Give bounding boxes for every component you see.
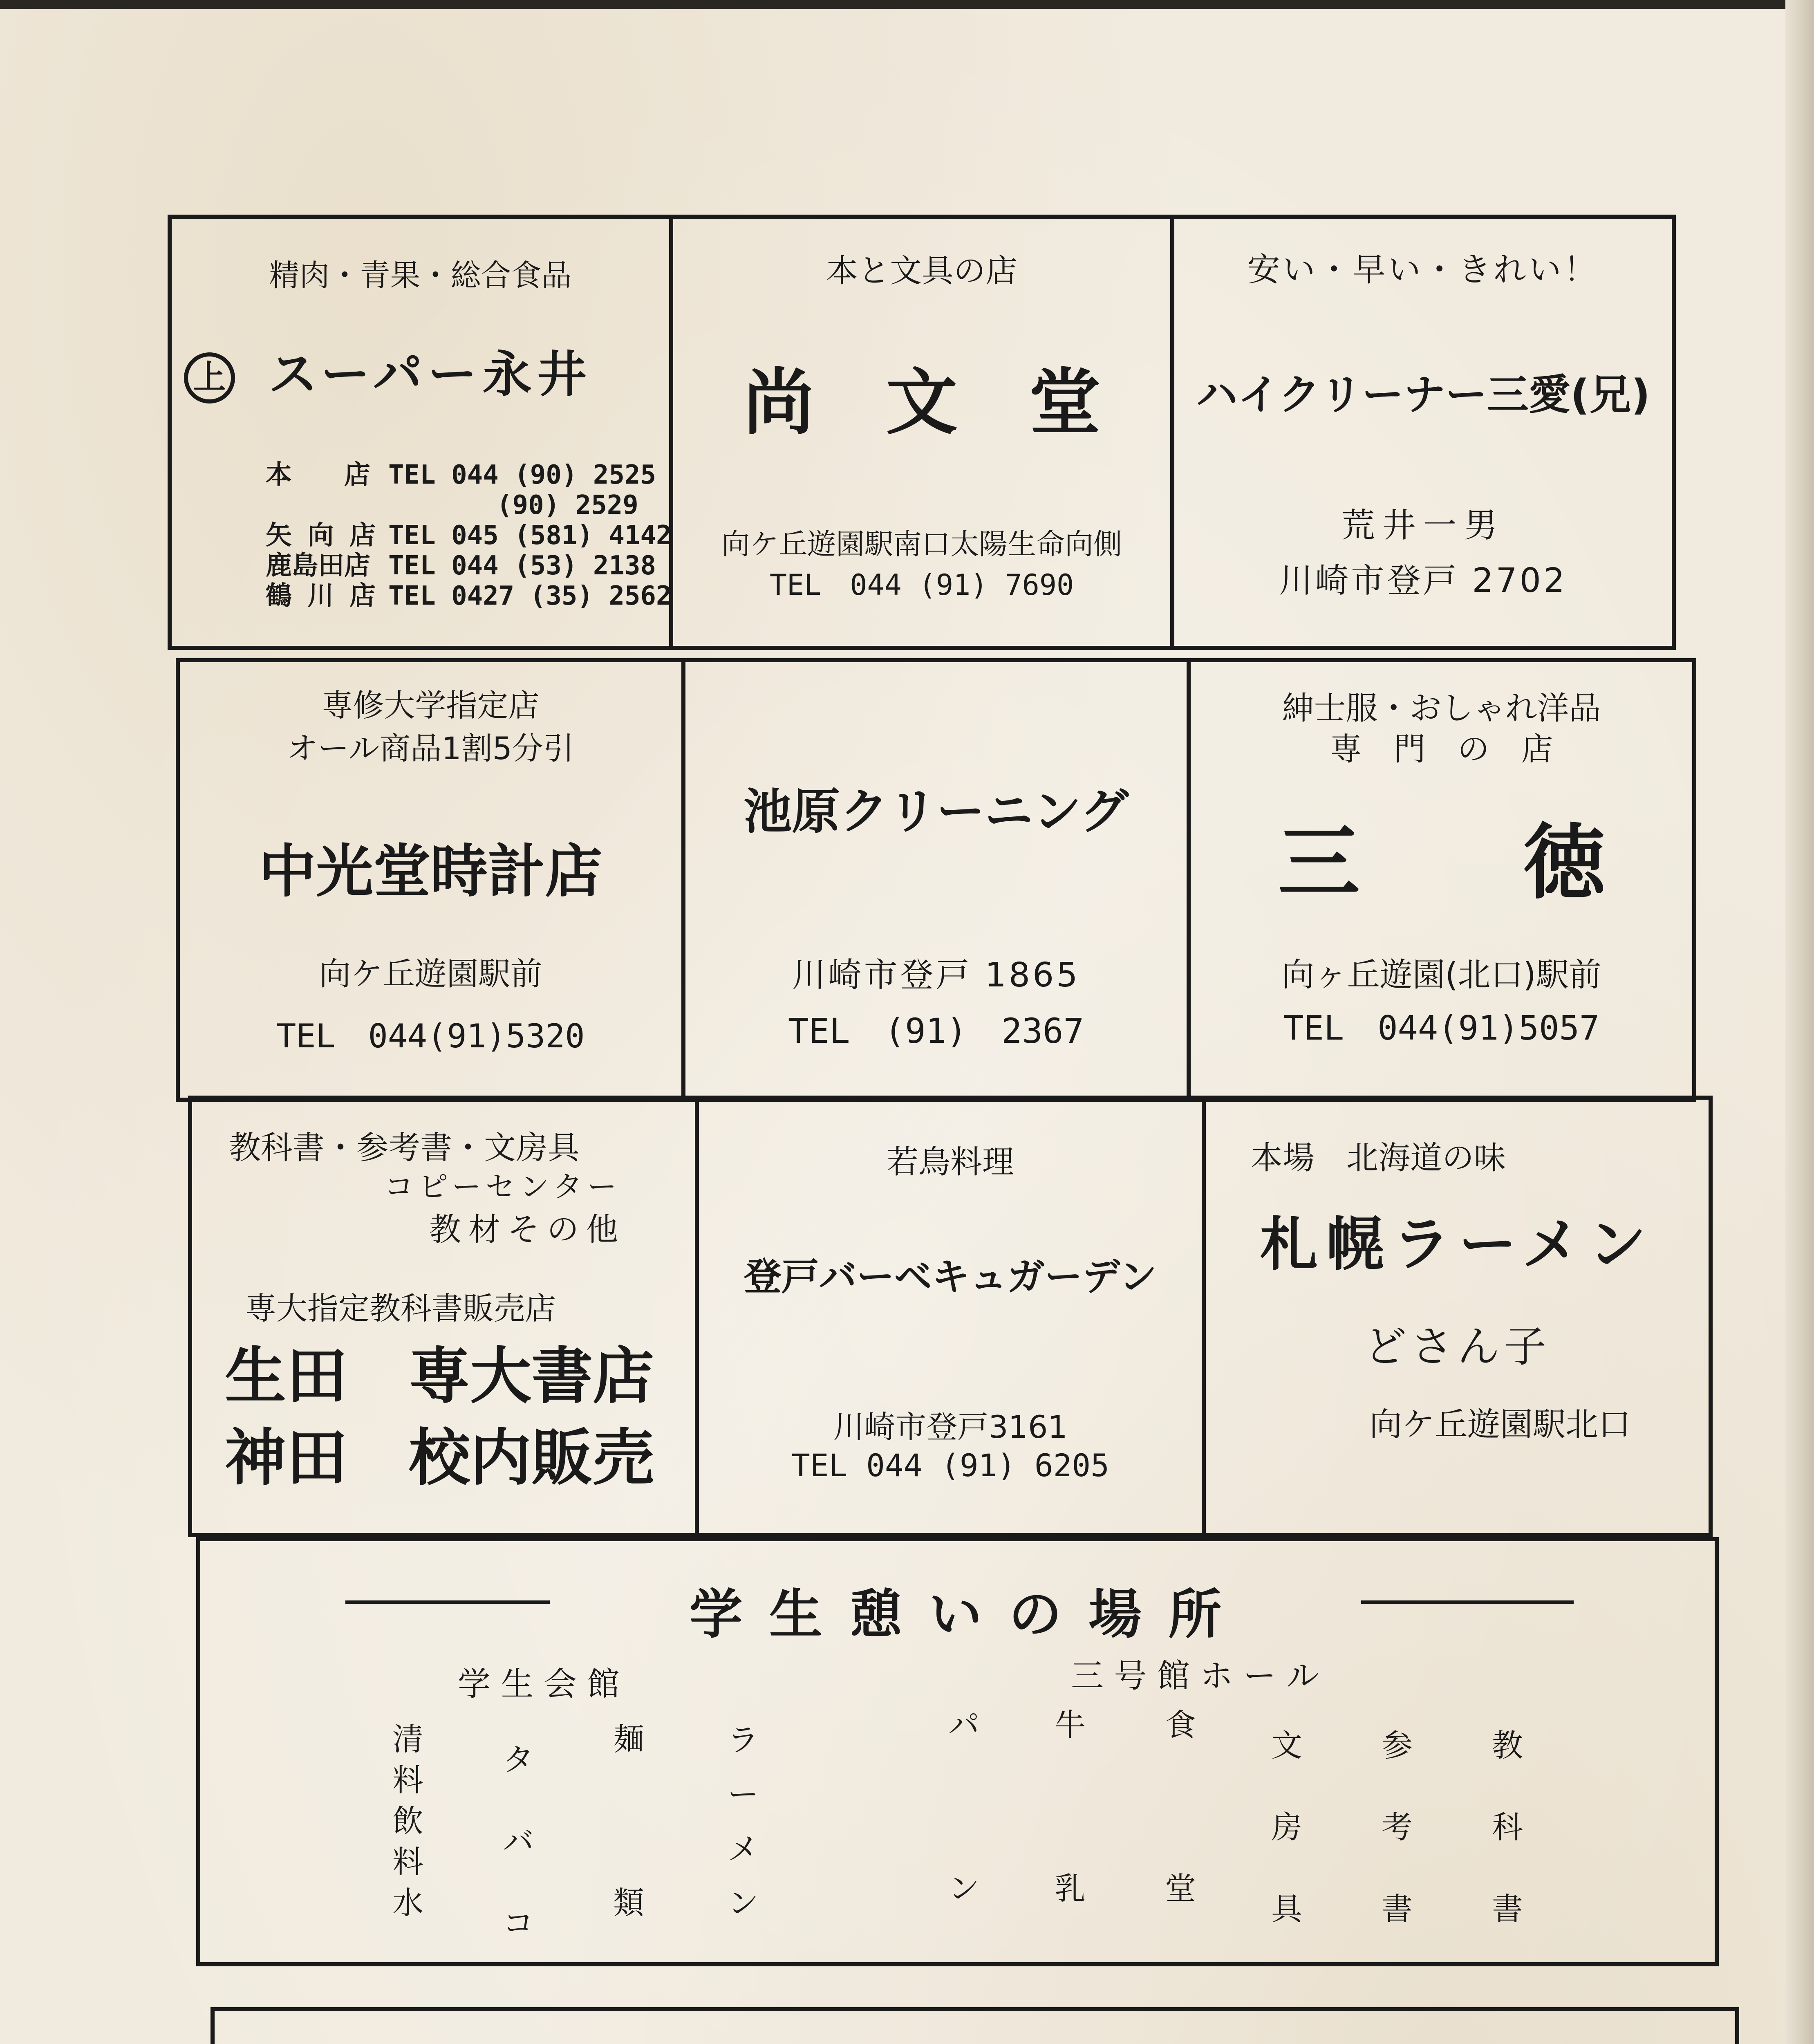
menu-item-soft-drinks: 清 料 飲 料 水 [392, 1721, 423, 1921]
ad-ikehara-cleaning [681, 662, 1187, 1098]
ramen-address: 向ケ丘遊園駅北口 [1369, 1405, 1631, 1443]
ramen-tagline: 本場 北海道の味 [1251, 1140, 1506, 1177]
ad-watch-shop [180, 662, 681, 1098]
menu-item-reference-books: 参 考 書 [1382, 1727, 1413, 1927]
menu-item-tobacco: タ バ コ [503, 1741, 534, 1941]
ad-cafe-terrace [211, 2007, 1739, 2044]
bbq-name: 登戸バーベキュガーデン [744, 1255, 1157, 1299]
supermarket-name: スーパー永井 [268, 346, 592, 403]
ad-row-1 [168, 215, 1676, 650]
cleaner-address: 川崎市登戸 2702 [1279, 561, 1568, 600]
bbq-tel: TEL 044 (91) 6205 [791, 1447, 1109, 1484]
menu-item-noodles: 麺 類 [613, 1721, 644, 1921]
ad-textbook-store [192, 1100, 695, 1533]
cleaner-tagline: 安い・早い・きれい！ [1247, 251, 1599, 289]
hall-three-heading: 三 号 館 ホ ー ル [1071, 1657, 1319, 1695]
watch-shop-name: 中光堂時計店 [259, 838, 602, 905]
clothing-name: 三 徳 [1278, 815, 1605, 910]
cleaner-name: ハイクリーナー三愛(兄) [1196, 371, 1651, 419]
menu-item-ramen: ラ ー メ ン [728, 1722, 759, 1921]
ad-sapporo-ramen [1202, 1100, 1709, 1533]
ad-cleaner [1170, 219, 1672, 646]
textbook-location-1: 生田 専大書店 [225, 1341, 654, 1412]
student-lounge-content [200, 1541, 1715, 1962]
bbq-tagline: 若鳥料理 [886, 1144, 1014, 1181]
ad-bookstore [669, 219, 1171, 646]
ad-supermarket [172, 219, 672, 646]
clothing-tagline-1: 紳士服・おしゃれ洋品 [1282, 690, 1601, 727]
scan-top-edge [0, 0, 1814, 9]
ad-row-3 [188, 1096, 1713, 1537]
lounge-title: 学 生 憩 い の 場 所 [689, 1583, 1226, 1645]
clothing-tagline-2: 専 門 の 店 [1330, 731, 1553, 768]
ramen-name: 札幌ラーメン [1260, 1211, 1655, 1278]
watch-tel: TEL 044(91)5320 [276, 1017, 585, 1055]
supermarket-title [184, 335, 592, 406]
textbook-tagline-4: 専大指定教科書販売店 [245, 1290, 556, 1327]
ad-row-2 [176, 658, 1696, 1102]
bbq-address: 川崎市登戸3161 [833, 1409, 1068, 1445]
watch-tagline-2: オール商品1割5分引 [287, 730, 574, 766]
bookstore-address: 向ケ丘遊園駅南口太陽生命向側 [721, 527, 1122, 561]
bookstore-tagline: 本と文具の店 [826, 253, 1018, 289]
branch-line: 鹿島田店 TEL 044 (53) 2138 [266, 551, 656, 581]
cleaning-name: 池原クリーニング [744, 783, 1129, 840]
supermarket-logo-mark: 上 [184, 352, 235, 403]
branch-line: 矢 向 店 TEL 045 (581) 4142 [266, 520, 672, 551]
branch-line: (90) 2529 [497, 490, 638, 520]
clothing-address: 向ヶ丘遊園(北口)駅前 [1281, 956, 1601, 994]
textbook-tagline-2: コピーセンター [384, 1170, 622, 1204]
watch-tagline-1: 専修大学指定店 [322, 687, 540, 724]
textbook-location-2: 神田 校内販売 [225, 1423, 654, 1494]
cafe-title [215, 2036, 1735, 2044]
supermarket-tagline: 精肉・青果・総合食品 [269, 258, 572, 293]
watch-address: 向ケ丘遊園駅前 [319, 956, 542, 993]
supermarket-branch-list [266, 460, 672, 611]
ad-santoku [1187, 662, 1692, 1098]
textbook-tagline-1: 教科書・参考書・文房具 [229, 1130, 580, 1166]
ramen-sub-name: どさん子 [1364, 1322, 1550, 1372]
bookstore-tel: TEL 044 (91) 7690 [769, 568, 1074, 602]
menu-item-bread: パ ン [948, 1707, 979, 1907]
menu-item-milk: 牛 乳 [1055, 1707, 1086, 1907]
bookstore-name: 尚 文 堂 [743, 361, 1101, 444]
menu-item-cafeteria: 食 堂 [1165, 1707, 1196, 1907]
cafe-content [215, 2011, 1735, 2044]
scan-right-edge [1785, 0, 1814, 2044]
cleaner-owner: 荒井一男 [1341, 506, 1505, 545]
student-lounge-box [196, 1537, 1719, 1966]
textbook-tagline-3: 教材その他 [429, 1211, 626, 1248]
ad-bbq-garden [695, 1100, 1202, 1533]
cleaning-address: 川崎市登戸 1865 [792, 956, 1080, 995]
branch-line: 本 店 TEL 044 (90) 2525 [266, 460, 656, 490]
menu-item-stationery: 文 房 具 [1271, 1727, 1302, 1927]
cleaning-tel: TEL (91) 2367 [788, 1011, 1084, 1051]
clothing-tel: TEL 044(91)5057 [1283, 1009, 1600, 1048]
branch-line: 鶴 川 店 TEL 0427 (35) 2562 [266, 581, 672, 611]
student-hall-heading: 学 生 会 館 [458, 1665, 620, 1703]
menu-item-textbooks: 教 科 書 [1492, 1727, 1523, 1927]
